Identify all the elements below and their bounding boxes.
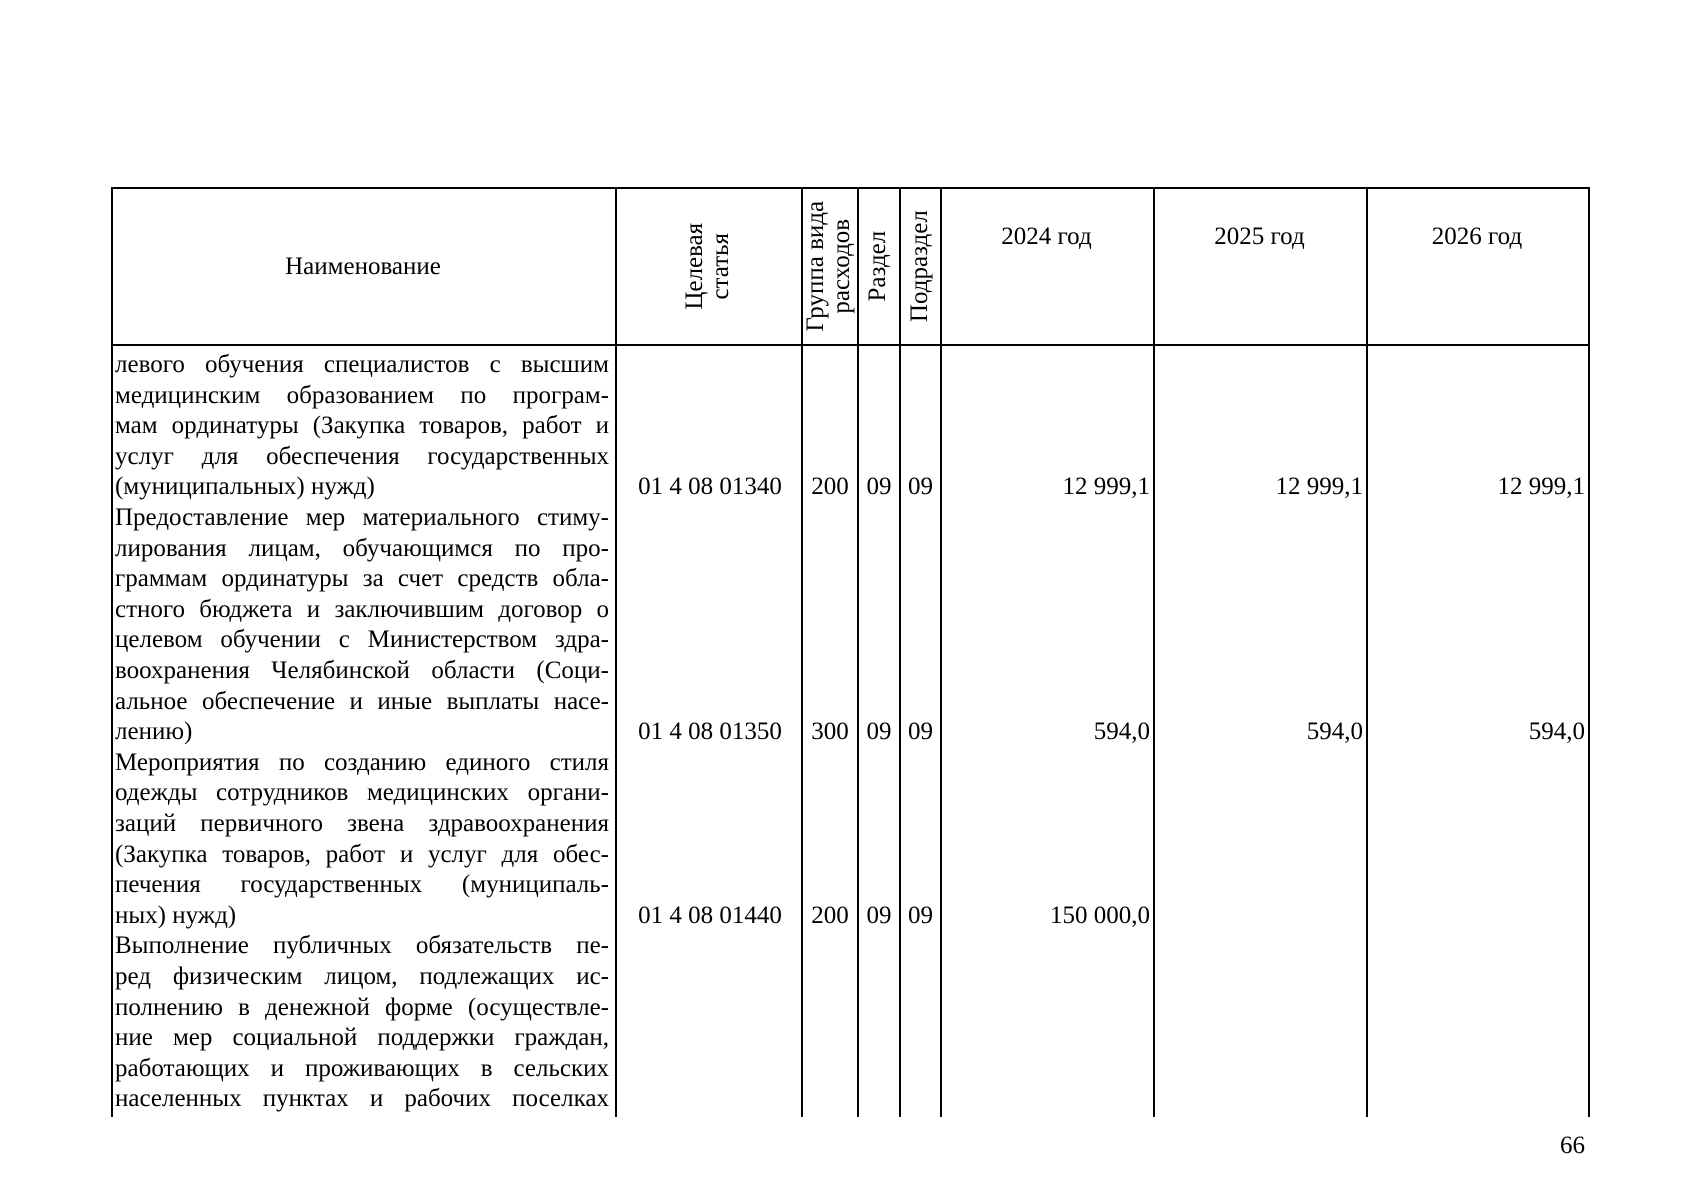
row-name-line: Мероприятия по созданию единого стиля	[115, 748, 609, 776]
page-number: 66	[1560, 1132, 1585, 1159]
row-expense-group: 200	[811, 901, 849, 929]
row-subsection: 09	[908, 901, 933, 929]
header-expense-group-line1: Группа вида	[801, 201, 829, 332]
row-name-line: левого обучения специалистов с высшим	[115, 351, 609, 378]
row-subsection: 09	[908, 718, 933, 746]
row-name-line: заций первичного звена здравоохранения	[115, 810, 609, 837]
header-2025-label: 2025 год	[1214, 222, 1305, 250]
row-code: 01 4 08 01440	[638, 901, 782, 929]
row-name-line: граммам ординатуры за счет средств обла-	[115, 565, 609, 593]
row-name-line: Предоставление мер материального стиму-	[115, 504, 609, 531]
row-name-line: стного бюджета и заключившим договор о	[115, 595, 609, 623]
row-name-line: мам ординатуры (Закупка товаров, работ и	[115, 412, 609, 440]
row-name-line: ние мер социальной поддержки граждан,	[115, 1024, 609, 1052]
row-name-line: воохранения Челябинской области (Соци-	[115, 657, 609, 684]
row-name-line: лирования лицам, обучающимся по про-	[115, 534, 609, 562]
row-value-2024: 150 000,0	[1050, 901, 1150, 929]
row-name-line: работающих и проживающих в сельских	[115, 1054, 609, 1082]
header-2024	[940, 157, 1153, 316]
row-name-line: целевом обучении с Министерством здра-	[115, 626, 609, 654]
row-value-2025: 594,0	[1306, 718, 1363, 746]
header-name	[111, 187, 615, 346]
row-value-2026: 12 999,1	[1497, 473, 1585, 501]
row-section: 09	[866, 718, 892, 746]
header-expense-group-label	[803, 201, 856, 332]
row-expense-group: 300	[811, 718, 849, 746]
col-line-6	[1153, 187, 1155, 1117]
header-2026-label: 2026 год	[1431, 222, 1523, 250]
header-expense-group	[801, 187, 857, 346]
row-section: 09	[866, 901, 892, 929]
header-2025	[1153, 157, 1366, 316]
header-target-article-line1: Целевая	[680, 223, 708, 310]
header-target-article	[615, 187, 801, 346]
header-subsection-label: Подраздел	[905, 210, 933, 323]
header-2026	[1366, 157, 1588, 316]
header-target-article-line2: статья	[706, 233, 734, 300]
row-code: 01 4 08 01340	[638, 473, 782, 501]
row-name-line: (Закупка товаров, работ и услуг для обес-	[115, 840, 609, 868]
row-name-line: медицинским образованием по програм-	[115, 381, 609, 409]
col-line-7	[1366, 187, 1368, 1117]
header-name-label: Наименование	[285, 252, 441, 280]
row-value-2025: 12 999,1	[1275, 473, 1363, 501]
row-name-line: лению)	[115, 718, 193, 746]
row-name-line: Выполнение публичных обязательств пе-	[115, 932, 609, 960]
row-value-2024: 12 999,1	[1062, 473, 1150, 501]
row-name-line: альное обеспечение и иные выплаты насе-	[115, 687, 609, 715]
header-subsection	[899, 187, 940, 346]
header-section-label: Раздел	[863, 231, 891, 302]
row-name-line: ред физическим лицом, подлежащих ис-	[115, 963, 609, 990]
row-name-line: одежды сотрудников медицинских органи-	[115, 779, 609, 807]
header-target-article-label	[682, 223, 735, 310]
col-line-5	[940, 187, 942, 1117]
row-value-2024: 594,0	[1093, 718, 1150, 746]
row-name-line: (муниципальных) нужд)	[115, 473, 375, 501]
row-name-line: населенных пунктах и рабочих поселках	[115, 1085, 609, 1113]
header-2024-label: 2024 год	[1001, 222, 1092, 250]
budget-table	[111, 187, 1590, 1117]
row-expense-group: 200	[811, 473, 849, 501]
row-name-line: полнению в денежной форме (осуществле-	[115, 993, 609, 1021]
row-name-line: печения государственных (муниципаль-	[115, 871, 609, 899]
row-section: 09	[866, 473, 892, 501]
header-expense-group-line2: расходов	[828, 219, 855, 314]
row-value-2026: 594,0	[1528, 718, 1585, 746]
header-section	[857, 187, 899, 346]
row-subsection: 09	[908, 473, 933, 501]
row-code: 01 4 08 01350	[638, 718, 782, 746]
col-line-right	[1588, 187, 1590, 1117]
row-name-line: услуг для обеспечения государственных	[115, 442, 609, 470]
row-name-line: ных) нужд)	[115, 901, 237, 929]
